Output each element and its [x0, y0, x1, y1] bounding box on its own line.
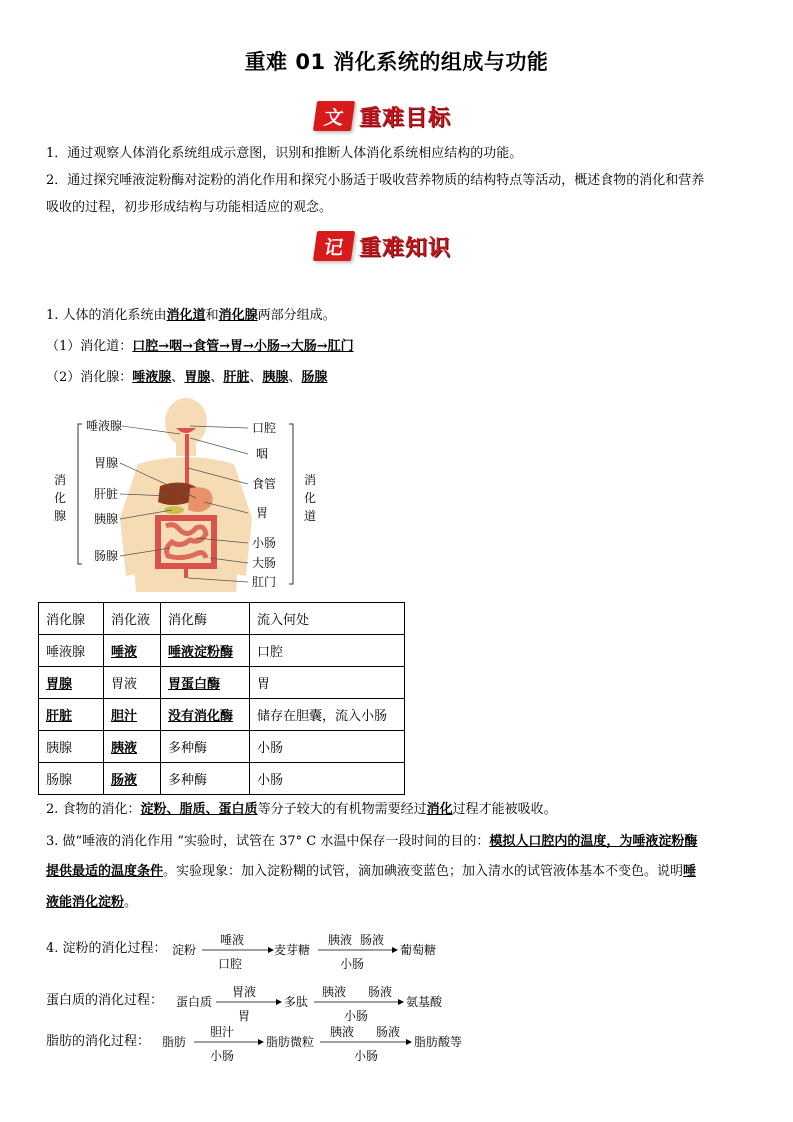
protein-a2-top1: 胰液	[322, 985, 347, 999]
table-cell: 胃腺	[39, 667, 104, 699]
table-cell: 肠腺	[39, 763, 104, 795]
k3-key-3: 唾	[683, 864, 697, 879]
left-group-label-1: 化	[54, 491, 67, 505]
k3-rest: 。实验现象：加入淀粉糊的试管，滴加碘液变蓝色；加入清水的试管液体基本不变色。说明	[163, 864, 684, 879]
goal-item-2-line-1: 2．通过探究唾液淀粉酶对淀粉的消化作用和探究小肠适于吸收营养物质的结构特点等活动，概述食物的消化和营养	[46, 173, 705, 188]
k1-sub1-label: （1）消化道：	[46, 339, 133, 354]
starch-a2-top1: 胰液	[328, 933, 353, 947]
protein-a1-top: 胃液	[232, 985, 257, 999]
k1-gland-1: 胃腺	[184, 370, 211, 385]
fat-s1: 脂肪	[162, 1035, 187, 1049]
k2-key: 消化	[426, 802, 453, 817]
fat-arrowhead-2	[406, 1039, 412, 1045]
k1-and: 和	[205, 308, 219, 323]
table-header-cell: 消化酶	[161, 603, 250, 635]
label-large-intestine: 大肠	[252, 556, 277, 570]
table-cell: 小肠	[250, 763, 405, 795]
k1-suffix: 两部分组成。	[257, 308, 336, 323]
knowledge-2	[46, 796, 557, 824]
sep: 、	[171, 370, 185, 385]
k1-gland-0: 唾液腺	[132, 370, 172, 385]
table-cell: 没有消化酶	[161, 699, 250, 731]
starch-a2-top2: 肠液	[360, 933, 385, 947]
k1-gland-3: 胰腺	[262, 370, 289, 385]
sep: 、	[210, 370, 224, 385]
fat-a1-top: 胆汁	[210, 1025, 235, 1039]
table-cell: 胃	[250, 667, 405, 699]
label-gastric-gland: 胃腺	[94, 456, 119, 470]
fat-arrowhead-1	[258, 1039, 264, 1045]
protein-a1-bottom: 胃	[238, 1009, 251, 1023]
digestive-system-diagram	[40, 398, 320, 592]
knowledge-banner-text: 重难知识	[359, 235, 452, 261]
k1-gland-2: 肝脏	[223, 370, 250, 385]
table-header-cell: 消化腺	[39, 603, 104, 635]
table-row	[39, 699, 405, 731]
table-header-cell: 消化液	[104, 603, 161, 635]
protein-s1: 蛋白质	[176, 995, 213, 1009]
goals-banner	[315, 100, 451, 132]
protein-a2-bottom: 小肠	[344, 1009, 369, 1023]
fat-a2-bottom: 小肠	[354, 1049, 379, 1063]
table-cell: 唾液腺	[39, 635, 104, 667]
label-stomach: 胃	[256, 506, 269, 520]
table-cell: 多种酶	[161, 763, 250, 795]
fat-a1-bottom: 小肠	[210, 1049, 235, 1063]
fat-a2-top1: 胰液	[330, 1025, 355, 1039]
table-cell: 口腔	[250, 635, 405, 667]
goal-item-2-line-2: 吸收的过程，初步形成结构与功能相适应的观念。	[46, 200, 333, 215]
fat-s2: 脂肪微粒	[266, 1035, 315, 1049]
k3-key-2: 提供最适的温度条件	[46, 864, 164, 879]
table-row	[39, 667, 405, 699]
starch-flow	[168, 930, 458, 972]
label-intestinal-gland: 肠腺	[94, 549, 119, 563]
table-cell: 多种酶	[161, 731, 250, 763]
page-title: 重难 01 消化系统的组成与功能	[244, 50, 549, 74]
goals-badge: 文	[313, 101, 355, 131]
table-cell: 肝脏	[39, 699, 104, 731]
sep: 、	[288, 370, 302, 385]
k3-key-1: 模拟人口腔内的温度，为唾液淀粉酶	[489, 834, 698, 849]
right-group-label-0: 消	[304, 473, 317, 487]
label-salivary-gland: 唾液腺	[86, 419, 123, 433]
fat-s3: 脂肪酸等	[414, 1035, 463, 1049]
table-row	[39, 635, 405, 667]
starch-label: 4. 淀粉的消化过程：	[46, 941, 167, 956]
protein-arrowhead-1	[276, 999, 282, 1005]
table-cell: 胰腺	[39, 731, 104, 763]
protein-s2: 多肽	[284, 995, 309, 1009]
k1-gland-4: 肠腺	[301, 370, 328, 385]
table-header-cell: 流入何处	[250, 603, 405, 635]
fat-label: 脂肪的消化过程：	[46, 1034, 151, 1049]
starch-a2-bottom: 小肠	[340, 957, 365, 971]
starch-s1: 淀粉	[172, 943, 197, 957]
k3-prefix: 3. 做“唾液的消化作用 ”实验时，试管在 37° C 水温中保存一段时间的目的：	[46, 834, 490, 849]
k1-sub1-value: 口腔→咽→食管→胃→小肠→大肠→肛门	[132, 339, 354, 354]
table-cell: 储存在胆囊，流入小肠	[250, 699, 405, 731]
starch-s2: 麦芽糖	[274, 943, 311, 957]
knowledge-3-line-2	[46, 858, 752, 886]
k2-mid: 等分子较大的有机物需要经过	[257, 802, 427, 817]
knowledge-3-line-1	[46, 828, 752, 856]
left-bracket	[78, 424, 82, 564]
left-group-label-0: 消	[54, 473, 67, 487]
table-row	[39, 731, 405, 763]
knowledge-3-line-3	[46, 889, 137, 917]
k1-prefix: 1. 人体的消化系统由	[46, 308, 167, 323]
k1-sub2-label: （2）消化腺：	[46, 370, 133, 385]
fat-a2-top2: 肠液	[376, 1025, 401, 1039]
knowledge-1-sub-1	[46, 333, 354, 361]
label-liver: 肝脏	[94, 487, 119, 501]
label-pharynx: 咽	[256, 447, 269, 461]
starch-a1-bottom: 口腔	[218, 957, 243, 971]
table-cell: 唾液	[104, 635, 161, 667]
digestive-gland-table	[38, 602, 405, 795]
protein-flow	[172, 982, 462, 1024]
knowledge-banner	[315, 230, 451, 262]
k2-suffix: 过程才能被吸收。	[452, 802, 557, 817]
label-anus: 肛门	[252, 575, 277, 589]
table-cell: 胆汁	[104, 699, 161, 731]
label-small-intestine: 小肠	[252, 536, 277, 550]
k2-nutrients: 淀粉、脂质、蛋白质	[140, 802, 258, 817]
knowledge-1-sub-2	[46, 364, 327, 392]
sep: 、	[249, 370, 263, 385]
starch-a1-top: 唾液	[220, 933, 245, 947]
k1-glands: 消化腺	[218, 308, 258, 323]
label-esophagus: 食管	[252, 477, 277, 491]
table-cell: 胃蛋白酶	[161, 667, 250, 699]
label-mouth: 口腔	[252, 421, 277, 435]
knowledge-badge: 记	[313, 231, 355, 261]
right-group-label-2: 道	[304, 509, 317, 523]
table-header-row	[39, 603, 405, 635]
pancreas-shape	[164, 506, 184, 514]
k3-end: 。	[124, 895, 138, 910]
table-cell: 小肠	[250, 731, 405, 763]
right-bracket	[289, 424, 293, 584]
table-cell: 胃液	[104, 667, 161, 699]
protein-a2-top2: 肠液	[368, 985, 393, 999]
fat-flow	[160, 1022, 480, 1064]
k3-key-4: 液能消化淀粉	[46, 895, 125, 910]
k1-tract: 消化道	[166, 308, 206, 323]
table-cell: 肠液	[104, 763, 161, 795]
table-row	[39, 763, 405, 795]
table-cell: 胰液	[104, 731, 161, 763]
protein-s3: 氨基酸	[406, 995, 443, 1009]
table-cell: 唾液淀粉酶	[161, 635, 250, 667]
right-group-label-1: 化	[304, 491, 317, 505]
protein-label: 蛋白质的消化过程：	[46, 993, 164, 1008]
goal-item-1: 1．通过观察人体消化系统组成示意图，识别和推断人体消化系统相应结构的功能。	[46, 146, 523, 161]
knowledge-1	[46, 302, 336, 330]
label-pancreas: 胰腺	[94, 512, 119, 526]
goals-banner-text: 重难目标	[359, 105, 452, 131]
k2-prefix: 2. 食物的消化：	[46, 802, 141, 817]
starch-s3: 葡萄糖	[400, 943, 437, 957]
left-group-label-2: 腺	[54, 509, 67, 523]
protein-arrowhead-2	[398, 999, 404, 1005]
starch-arrowhead-2	[392, 947, 398, 953]
